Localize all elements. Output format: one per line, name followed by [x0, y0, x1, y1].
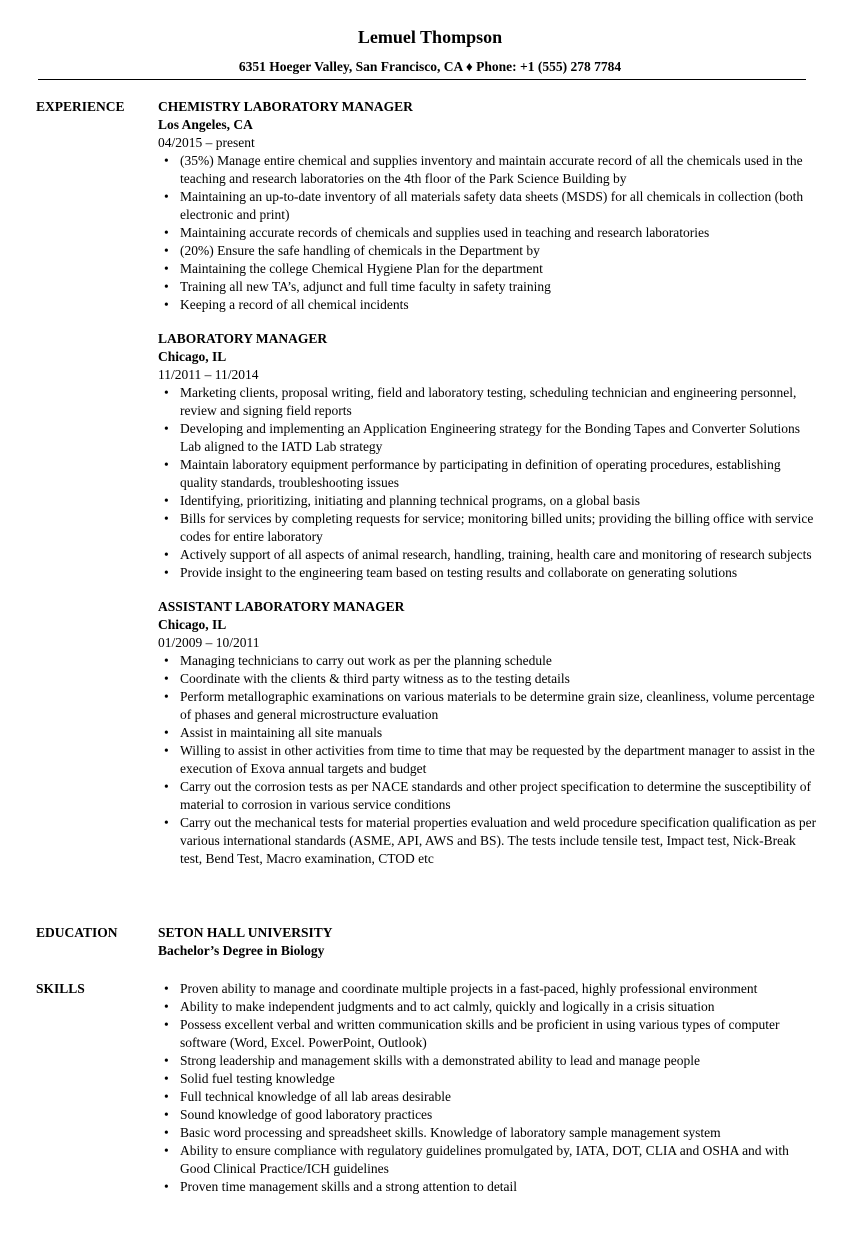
- bullet-text: Provide insight to the engineering team based on testing results and collaborate on generating solutions: [180, 565, 738, 580]
- bullet-item: [158, 456, 818, 492]
- bullet-item: [158, 510, 818, 546]
- bullet-item: [158, 420, 818, 456]
- bullet-icon: •: [164, 565, 169, 580]
- bullet-text: Marketing clients, proposal writing, field and laboratory testing, scheduling technician and engineering personnel, review and signing field reports: [180, 385, 797, 418]
- bullet-item: [158, 1106, 818, 1124]
- bullet-icon: •: [164, 279, 169, 294]
- bullet-icon: •: [164, 385, 169, 400]
- bullet-item: [158, 296, 818, 314]
- bullet-icon: •: [164, 815, 169, 830]
- bullet-text: Possess excellent verbal and written communication skills and be proficient in using various types of computer software (Word, Excel. PowerPoint, Outlook): [180, 1017, 780, 1050]
- bullet-text: Proven ability to manage and coordinate multiple projects in a fast-paced, highly professional environment: [180, 981, 758, 996]
- bullet-text: Ability to ensure compliance with regulatory guidelines promulgated by, IATA, DOT, CLIA and OSHA and with Good Clinical Practice/ICH guidelines: [180, 1143, 789, 1176]
- bullet-icon: •: [164, 653, 169, 668]
- school-name: SETON HALL UNIVERSITY: [158, 925, 333, 940]
- bullet-text: (35%) Manage entire chemical and supplies inventory and maintain accurate record of all the chemicals used in the teaching and research laboratories on the 4th floor of the Park Science Building by: [180, 153, 803, 186]
- bullet-text: Bills for services by completing requests for service; monitoring billed units; providing the billing office with service codes for entire laboratory: [180, 511, 814, 544]
- experience-label: EXPERIENCE: [36, 99, 125, 114]
- job-entry: [158, 598, 818, 868]
- skills-label: SKILLS: [36, 981, 85, 996]
- bullet-text: Maintaining an up-to-date inventory of all materials safety data sheets (MSDS) for all chemicals in collection (both electronic and print): [180, 189, 804, 222]
- bullet-icon: •: [164, 153, 169, 168]
- bullet-item: [158, 224, 818, 242]
- bullet-icon: •: [164, 981, 169, 996]
- job-title: LABORATORY MANAGER: [158, 331, 328, 346]
- job-dates: 04/2015 – present: [158, 135, 255, 150]
- bullet-item: [158, 652, 818, 670]
- bullet-text: Managing technicians to carry out work as per the planning schedule: [180, 653, 552, 668]
- job-entry: [158, 98, 818, 314]
- job-bullets: [158, 152, 818, 314]
- bullet-icon: •: [164, 547, 169, 562]
- bullet-icon: •: [164, 1053, 169, 1068]
- bullet-item: [158, 1052, 818, 1070]
- bullet-icon: •: [164, 999, 169, 1014]
- bullet-icon: •: [164, 1089, 169, 1104]
- bullet-item: [158, 1088, 818, 1106]
- bullet-item: [158, 1016, 818, 1052]
- experience-section: [36, 98, 816, 884]
- bullet-item: [158, 242, 818, 260]
- bullet-item: [158, 384, 818, 420]
- bullet-icon: •: [164, 743, 169, 758]
- bullet-item: [158, 980, 818, 998]
- bullet-text: Maintaining the college Chemical Hygiene Plan for the department: [180, 261, 543, 276]
- bullet-text: Willing to assist in other activities from time to time that may be requested by the department manager to assist in the execution of Exova annual targets and budget: [180, 743, 815, 776]
- bullet-item: [158, 152, 818, 188]
- bullet-text: Identifying, prioritizing, initiating and planning technical programs, on a global basis: [180, 493, 641, 508]
- job-dates: 11/2011 – 11/2014: [158, 367, 259, 382]
- bullet-text: Proven time management skills and a strong attention to detail: [180, 1179, 518, 1194]
- bullet-item: [158, 278, 818, 296]
- education-label: EDUCATION: [36, 925, 118, 940]
- skills-section: [36, 980, 816, 1196]
- header-divider: [38, 79, 806, 80]
- bullet-text: Actively support of all aspects of animal research, handling, training, health care and monitoring of research subjects: [180, 547, 812, 562]
- bullet-item: [158, 492, 818, 510]
- job-location: Los Angeles, CA: [158, 117, 253, 132]
- bullet-icon: •: [164, 493, 169, 508]
- bullet-text: Carry out the mechanical tests for material properties evaluation and weld procedure specification qualification as per various international standards (ASME, API, AWS and BS). The tests include tensile test, Impact test, Nick-Break test, Bend Test, Macro examination, CTOD etc: [180, 815, 817, 866]
- bullet-item: [158, 260, 818, 278]
- bullet-icon: •: [164, 1179, 169, 1194]
- bullet-text: Training all new TA’s, adjunct and full time faculty in safety training: [180, 279, 551, 294]
- bullet-text: Keeping a record of all chemical incidents: [180, 297, 409, 312]
- resume-name: Lemuel Thompson: [357, 27, 503, 47]
- bullet-item: [158, 564, 818, 582]
- bullet-item: [158, 670, 818, 688]
- bullet-item: [158, 546, 818, 564]
- education-section: [36, 924, 816, 960]
- bullet-item: [158, 1070, 818, 1088]
- bullet-icon: •: [164, 671, 169, 686]
- bullet-text: Maintain laboratory equipment performance by participating in definition of operating procedures, establishing quality standards, troubleshooting issues: [180, 457, 781, 490]
- bullet-icon: •: [164, 297, 169, 312]
- contact-line: 6351 Hoeger Valley, San Francisco, CA ♦ Phone: +1 (555) 278 7784: [238, 59, 622, 74]
- job-entry: [158, 330, 818, 582]
- bullet-text: Carry out the corrosion tests as per NACE standards and other project specification to determine the susceptibility of material to corrosion in various service conditions: [180, 779, 811, 812]
- bullet-icon: •: [164, 1125, 169, 1140]
- job-dates: 01/2009 – 10/2011: [158, 635, 260, 650]
- bullet-item: [158, 188, 818, 224]
- bullet-item: [158, 688, 818, 724]
- bullet-text: Strong leadership and management skills with a demonstrated ability to lead and manage people: [180, 1053, 700, 1068]
- bullet-text: Maintaining accurate records of chemicals and supplies used in teaching and research laboratories: [180, 225, 710, 240]
- bullet-item: [158, 1124, 818, 1142]
- bullet-icon: •: [164, 1107, 169, 1122]
- bullet-icon: •: [164, 1017, 169, 1032]
- job-title: ASSISTANT LABORATORY MANAGER: [158, 599, 405, 614]
- bullet-text: Perform metallographic examinations on various materials to be determine grain size, cleanliness, volume percentage of phases and general microstructure evaluation: [180, 689, 815, 722]
- bullet-item: [158, 742, 818, 778]
- bullet-text: (20%) Ensure the safe handling of chemicals in the Department by: [180, 243, 540, 258]
- bullet-icon: •: [164, 421, 169, 436]
- bullet-icon: •: [164, 779, 169, 794]
- bullet-icon: •: [164, 189, 169, 204]
- bullet-item: [158, 724, 818, 742]
- bullet-item: [158, 1142, 818, 1178]
- bullet-text: Assist in maintaining all site manuals: [180, 725, 383, 740]
- bullet-icon: •: [164, 243, 169, 258]
- bullet-item: [158, 814, 818, 868]
- bullet-icon: •: [164, 511, 169, 526]
- bullet-text: Coordinate with the clients & third party witness as to the testing details: [180, 671, 570, 686]
- bullet-text: Sound knowledge of good laboratory practices: [180, 1107, 433, 1122]
- bullet-text: Basic word processing and spreadsheet skills. Knowledge of laboratory sample management system: [180, 1125, 721, 1140]
- job-location: Chicago, IL: [158, 617, 227, 632]
- bullet-text: Solid fuel testing knowledge: [180, 1071, 335, 1086]
- bullet-icon: •: [164, 457, 169, 472]
- skills-bullets: [158, 980, 818, 1196]
- bullet-item: [158, 998, 818, 1016]
- bullet-icon: •: [164, 725, 169, 740]
- degree: Bachelor’s Degree in Biology: [158, 943, 325, 958]
- bullet-icon: •: [164, 689, 169, 704]
- job-bullets: [158, 652, 818, 868]
- bullet-icon: •: [164, 261, 169, 276]
- bullet-icon: •: [164, 225, 169, 240]
- job-title: CHEMISTRY LABORATORY MANAGER: [158, 99, 413, 114]
- bullet-item: [158, 778, 818, 814]
- job-bullets: [158, 384, 818, 582]
- bullet-text: Ability to make independent judgments and to act calmly, quickly and logically in a crisis situation: [180, 999, 715, 1014]
- job-location: Chicago, IL: [158, 349, 227, 364]
- bullet-item: [158, 1178, 818, 1196]
- bullet-text: Full technical knowledge of all lab areas desirable: [180, 1089, 452, 1104]
- bullet-text: Developing and implementing an Application Engineering strategy for the Bonding Tapes and Converter Solutions Lab aligned to the IATD Lab strategy: [180, 421, 801, 454]
- bullet-icon: •: [164, 1143, 169, 1158]
- bullet-icon: •: [164, 1071, 169, 1086]
